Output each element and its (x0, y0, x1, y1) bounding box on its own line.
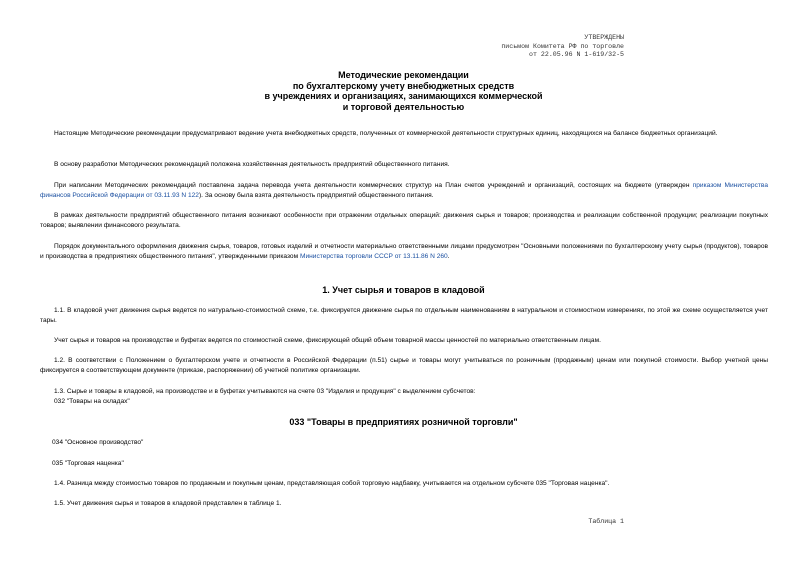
approval-line: УТВЕРЖДЕНЫ (584, 34, 624, 41)
section-paragraph-accounting: Учет сырья и товаров на производстве и буфетах ведется по стоимостной схеме, фиксирующей общий объем товарной массы ценностей по материально ответственным лицам. (54, 337, 601, 344)
section-paragraph-1-1: 1.1. В кладовой учет движения сырья ведется по натурально-стоимостной схеме, т.е. фиксируется движение сырья по отдельным наименованиям в натуральном и стоимостном измерениях, по этой же схеме осуществляется учет тары. (40, 307, 768, 324)
title-line: по бухгалтерскому учету внебюджетных средств (292, 80, 515, 91)
approval-stamp (501, 34, 624, 60)
intro-paragraph-4: В рамках деятельности предприятий общественного питания возникают особенности при отражении отдельных операций: движения сырья и товаров; производства и реализации собственной продукции; реализации покупных товаров; выявлении финансового результата. (40, 212, 768, 229)
intro-paragraph-1: Настоящие Методические рекомендации предусматривают ведение учета внебюджетных средств, полученных от коммерческой деятельности структурных единиц, находящихся на балансе бюджетных организаций. (54, 130, 718, 137)
subaccount-034: 034 "Основное производство" (52, 439, 144, 446)
title-line: Методические рекомендации (338, 70, 469, 80)
order-minfin-link[interactable]: приказом Министерства финансов Российской Федерации от 03.11.93 N 122 (40, 182, 768, 199)
intro-paragraph-2: В основу разработки Методических рекомендаций положена хозяйственная деятельность предприятий общественного питания. (54, 161, 450, 168)
intro-paragraph-3: При написании Методических рекомендаций поставлена задача перевода учета деятельности коммерческих структур на План счетов учреждений и организаций, состоящих на бюджете (утвержден приказом Министерства финансов Российской Федерации от 03.11.93 N 122). За основу была взята деятельность предприятий общественного питания. (40, 182, 768, 199)
approval-line: письмом Комитета РФ по торговле (501, 42, 624, 50)
table-caption: Таблица 1 (588, 518, 624, 525)
subaccount-032: 032 "Товары на складах" (54, 398, 130, 405)
title-line: в учреждениях и организациях, занимающихся коммерческой (264, 91, 543, 101)
order-mintorg-link[interactable]: Министерства торговли СССР от 13.11.86 N 260 (299, 253, 448, 260)
subaccount-035: 035 "Торговая наценка" (52, 460, 124, 467)
section-paragraph-1-5: 1.5. Учет движения сырья и товаров в кладовой представлен в таблице 1. (54, 500, 282, 507)
section-heading: 1. Учет сырья и товаров в кладовой (322, 285, 485, 295)
section-paragraph-1-3: 1.3. Сырье и товары в кладовой, на производстве и в буфетах учитываются на счете 03 "Изделия и продукция" с выделением субсчетов: 032 "Товары на складах" (40, 387, 768, 407)
title-line: и торговой деятельностью (342, 101, 465, 112)
intro-paragraph-5: Порядок документального оформления движения сырья, товаров, готовых изделий и отчетности материально ответственными лицами предусмотрен "Основными положениями по бухгалтерскому учету сырья (продуктов), товаров и производства в предприятиях общественного питания", утвержденными приказом Министерства торговли СССР от 13.11.86 N 260. (40, 243, 768, 260)
document-title (0, 70, 807, 112)
section-paragraph-1-2: 1.2. В соответствии с Положением о бухгалтерском учете и отчетности в Российской Федерации (п.51) сырье и товары могут учитываться по розничным (продажным) ценам или покупной стоимости. Выбор учетной цены фиксируется в соответствующем документе (приказе, распоряжении) об учетной политике организации. (40, 357, 768, 374)
subaccount-033-heading: 033 "Товары в предприятиях розничной торговли" (289, 417, 518, 427)
approval-line: от 22.05.96 N 1-619/32-5 (529, 51, 624, 58)
section-paragraph-1-4: 1.4. Разница между стоимостью товаров по продажным и покупным ценам, представляющая собой торговую надбавку, учитывается на отдельном субсчете 035 "Торговая наценка". (54, 480, 610, 487)
